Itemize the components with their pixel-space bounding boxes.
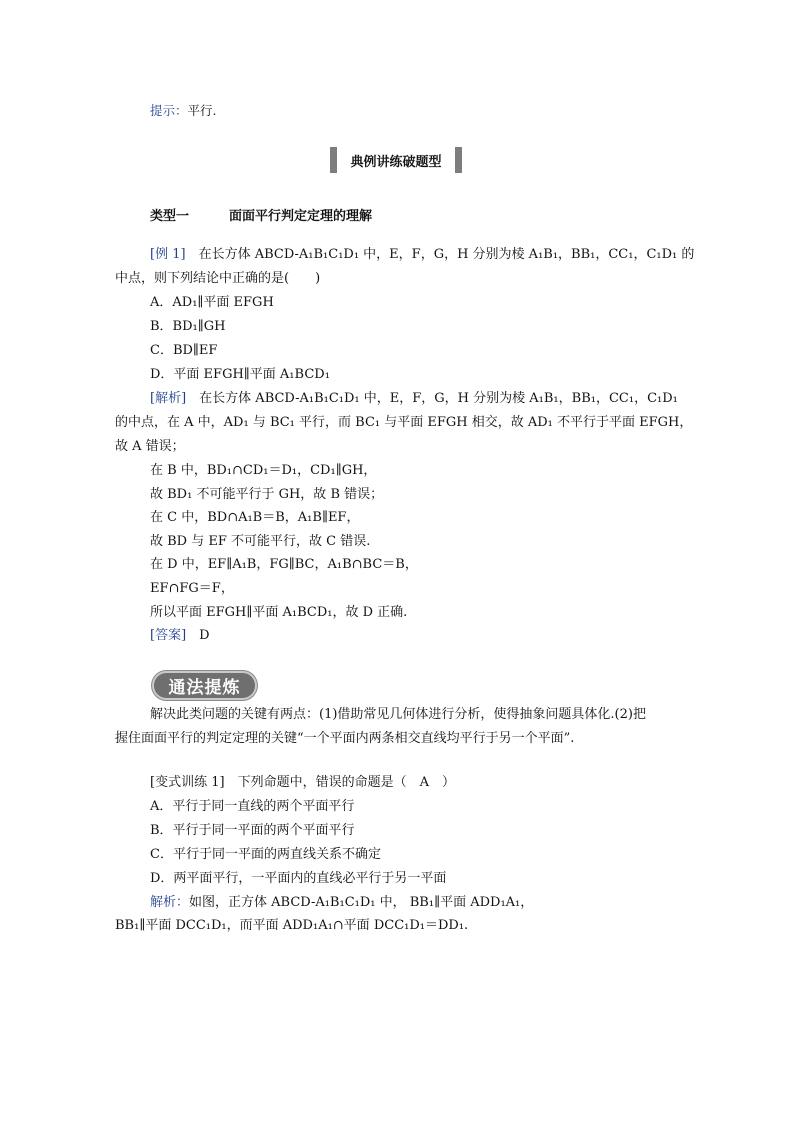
hint-label: 提示： [150, 103, 188, 118]
exercise-solution-line-2: BB₁∥平面 DCC₁D₁，而平面 ADD₁A₁∩平面 DCC₁D₁＝DD₁. [115, 918, 469, 933]
analysis-l1: 在长方体 ABCD-A₁B₁C₁D₁ 中，E，F，G，H 分别为棱 A₁B₁，BB₁，CC₁，C₁D₁ [199, 391, 678, 406]
hint-text: 平行. [187, 103, 217, 118]
example-tag: [例 1] [150, 247, 186, 262]
exercise-option-d: D．两平面平行，一平面内的直线必平行于另一平面 [150, 871, 447, 886]
type-title: 面面平行判定定理的理解 [229, 209, 373, 224]
type-heading [150, 205, 372, 224]
solution-text-1: 如图，正方体 ABCD-A₁B₁C₁D₁ 中， BB₁∥平面 ADD₁A₁， [189, 895, 534, 910]
analysis-line-8: 在 D 中，EF∥A₁B，FG∥BC，A₁B∩BC＝B， [150, 557, 418, 572]
exercise-solution-line-1 [150, 893, 533, 913]
exercise-question-line [150, 773, 455, 793]
analysis-tag: [解析] [150, 391, 187, 406]
example-q1: 在长方体 ABCD-A₁B₁C₁D₁ 中，E，F，G，H 分别为棱 A₁B₁，BB₁，CC₁，C₁D₁ 的 [198, 247, 695, 262]
exercise-option-a: A．平行于同一直线的两个平面平行 [150, 799, 355, 814]
exercise-option-b: B．平行于同一平面的两个平面平行 [150, 823, 355, 838]
method-badge [152, 671, 257, 700]
example-option-a: A．AD₁∥平面 EFGH [150, 295, 274, 310]
analysis-line-3: 故 A 错误； [115, 439, 185, 454]
analysis-line-9: EF∩FG＝F， [150, 581, 234, 596]
analysis-line-6: 在 C 中，BD∩A₁B＝B，A₁B∥EF， [150, 510, 360, 525]
title-bar-left [330, 147, 337, 173]
analysis-line-4: 在 B 中，BD₁∩CD₁＝D₁，CD₁∥GH， [150, 463, 377, 478]
section-title-text: 典例讲练破题型 [350, 154, 442, 170]
method-line-2: 握住面面平行的判定定理的关键“一个平面内两条相交直线均平行于另一个平面”. [115, 731, 575, 746]
answer-value: D [199, 628, 210, 643]
example-option-d: D．平面 EFGH∥平面 A₁BCD₁ [150, 367, 330, 382]
exercise-q: 下列命题中，错误的命题是（ A ） [237, 775, 455, 790]
example-question-line-1 [150, 245, 694, 265]
analysis-line-10: 所以平面 EFGH∥平面 A₁BCD₁，故 D 正确. [150, 605, 408, 620]
exercise-option-c: C．平行于同一平面的两直线关系不确定 [150, 847, 381, 862]
answer-tag: [答案] [150, 628, 187, 643]
example-question-line-2: 中点，则下列结论中正确的是( ) [115, 271, 321, 286]
analysis-line-2: 的中点，在 A 中，AD₁ 与 BC₁ 平行，而 BC₁ 与平面 EFGH 相交，故 AD₁ 不平行于平面 EFGH， [115, 415, 693, 430]
answer-line [150, 626, 210, 646]
method-line-1: 解决此类问题的关键有两点：(1)借助常见几何体进行分析，使得抽象问题具体化.(2)把 [150, 707, 646, 722]
exercise-tag: [变式训练 1] [150, 775, 225, 790]
analysis-line-7: 故 BD 与 EF 不可能平行，故 C 错误. [150, 534, 371, 549]
section-title [330, 147, 462, 173]
analysis-line-5: 故 BD₁ 不可能平行于 GH，故 B 错误； [150, 487, 384, 502]
type-label: 类型一 [150, 209, 190, 224]
analysis-line-1 [150, 389, 678, 409]
method-badge-text: 通法提炼 [168, 678, 241, 698]
title-bar-right [455, 147, 462, 173]
solution-label: 解析： [150, 895, 190, 910]
example-option-c: C．BD∥EF [150, 343, 218, 358]
hint-line [150, 101, 217, 121]
example-option-b: B．BD₁∥GH [150, 319, 226, 334]
